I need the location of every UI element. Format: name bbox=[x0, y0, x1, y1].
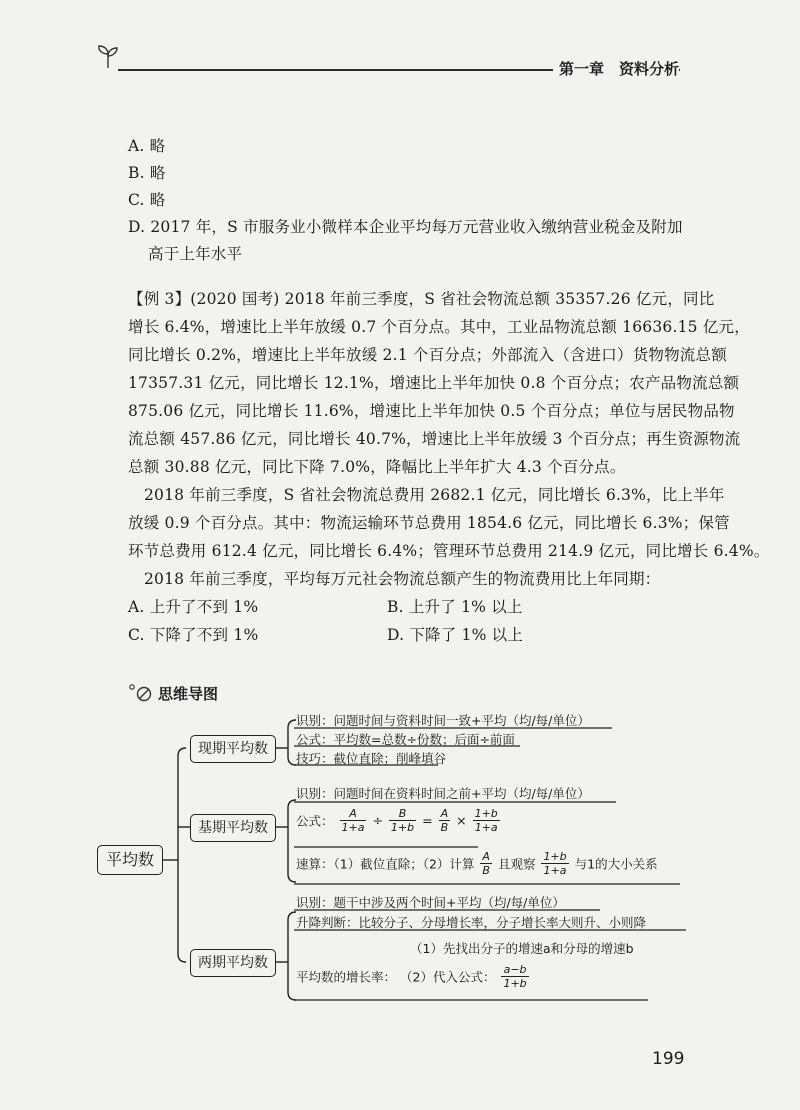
frac-den: 1+a bbox=[543, 864, 567, 877]
paragraph-line: 【例 3】(2020 国考) 2018 年前三季度，S 省社会物流总额 35357.26 亿元，同比 bbox=[128, 290, 715, 308]
base-formula-label: 公式： bbox=[296, 813, 334, 829]
frac-num: A bbox=[480, 850, 492, 864]
frac-den: 1+a bbox=[341, 821, 365, 834]
frac-num: A bbox=[340, 807, 367, 821]
fraction-a-over-1a bbox=[340, 807, 367, 834]
frac-den: B bbox=[440, 821, 449, 834]
fraction-growth bbox=[501, 963, 528, 990]
node-base-average: 基期平均数 bbox=[190, 814, 276, 842]
paragraph-line: 875.06 亿元，同比增长 11.6%，增速比上半年加快 0.5 个百分点；单位与居民物品物 bbox=[128, 402, 735, 420]
paragraph-line: 环节总费用 612.4 亿元，同比增长 6.4%；管理环节总费用 214.9 亿元，同比增长 6.4%。 bbox=[128, 542, 770, 560]
fraction-a-over-b bbox=[480, 850, 492, 877]
chapter-title: 第一章 资料分析 bbox=[553, 58, 679, 79]
frac-num: 1+b bbox=[474, 807, 498, 820]
paragraph-line: 同比增长 0.2%，增速比上半年放缓 2.1 个百分点；外部流入（含进口）货物物流总额 bbox=[128, 346, 727, 364]
answer-b: B. 上升了 1% 以上 bbox=[387, 598, 523, 616]
frac-den: 1+a bbox=[474, 821, 498, 834]
calc-suffix: 与1的大小关系 bbox=[574, 856, 658, 872]
two-rate bbox=[296, 963, 531, 990]
node-current-average: 现期平均数 bbox=[190, 735, 276, 763]
frac-num: a−b bbox=[501, 963, 528, 977]
paragraph-line: 17357.31 亿元，同比增长 12.1%，增速比上半年加快 0.8 个百分点；农产品物流总额 bbox=[128, 374, 740, 392]
equals-sign: = bbox=[422, 813, 433, 828]
fraction-1b-over-1a bbox=[541, 850, 568, 877]
option-d-cont: 高于上年水平 bbox=[148, 245, 243, 263]
two-identify: 识别：题干中涉及两个时间+平均（均/每/单位） bbox=[296, 895, 565, 910]
times-sign: × bbox=[456, 813, 467, 828]
frac-den: 1+b bbox=[390, 821, 415, 834]
option-c: C. 略 bbox=[128, 191, 166, 209]
frac-num: A bbox=[439, 807, 451, 821]
base-quick-calc bbox=[296, 850, 658, 877]
frac-num: 1+b bbox=[543, 850, 567, 863]
paragraph-line: 流总额 457.86 亿元，同比增长 40.7%，增速比上半年放缓 3 个百分点；再生资源物流 bbox=[128, 430, 741, 448]
base-formula bbox=[296, 807, 502, 834]
answer-c: C. 下降了不到 1% bbox=[128, 626, 259, 644]
div-sign: ÷ bbox=[372, 813, 383, 828]
calc-prefix: 速算：（1）截位直除；（2）计算 bbox=[296, 856, 475, 872]
calc-mid: 且观察 bbox=[497, 856, 536, 872]
root-node: 平均数 bbox=[97, 845, 163, 875]
rate-label: 平均数的增长率： bbox=[296, 969, 397, 985]
option-d: D. 2017 年，S 市服务业小微样本企业平均每万元营业收入缴纳营业税金及附加 bbox=[128, 218, 683, 236]
question-stem: 2018 年前三季度，平均每万元社会物流总额产生的物流费用比上年同期： bbox=[144, 570, 661, 588]
answer-d: D. 下降了 1% 以上 bbox=[387, 626, 524, 644]
paragraph-line: 2018 年前三季度，S 省社会物流总费用 2682.1 亿元，同比增长 6.3%，比上半年 bbox=[144, 486, 725, 504]
current-identify: 识别：问题时间与资料时间一致+平均（均/每/单位） bbox=[296, 713, 590, 728]
paragraph-line: 增长 6.4%，增速比上半年放缓 0.7 个百分点。其中，工业品物流总额 16636.15 亿元， bbox=[128, 318, 750, 336]
current-technique: 技巧：截位直除；削峰填谷 bbox=[296, 751, 447, 766]
base-identify: 识别：问题时间在资料时间之前+平均（均/每/单位） bbox=[296, 786, 590, 801]
option-a: A. 略 bbox=[128, 137, 166, 155]
paragraph-line: 放缓 0.9 个百分点。其中：物流运输环节总费用 1854.6 亿元，同比增长 6.3%；保管 bbox=[128, 514, 730, 532]
paragraph-line: 总额 30.88 亿元，同比下降 7.0%，降幅比上半年扩大 4.3 个百分点。 bbox=[128, 458, 626, 476]
fraction-b-over-1b bbox=[389, 807, 416, 834]
fraction-1b-over-1a bbox=[473, 807, 500, 834]
page-number: 199 bbox=[652, 1049, 685, 1069]
current-formula: 公式：平均数=总数÷份数；后面÷前面 bbox=[296, 732, 515, 747]
node-two-period-average: 两期平均数 bbox=[190, 949, 276, 977]
two-step1: （1）先找出分子的增速a和分母的增速b bbox=[410, 941, 634, 956]
frac-den: 1+b bbox=[503, 977, 527, 990]
option-b: B. 略 bbox=[128, 164, 166, 182]
answer-a: A. 上升了不到 1% bbox=[128, 598, 259, 616]
rate-step2: （2）代入公式： bbox=[400, 969, 496, 985]
fraction-a-over-b bbox=[439, 807, 451, 834]
two-judge: 升降判断：比较分子、分母增长率，分子增长率大则升、小则降 bbox=[296, 915, 647, 930]
frac-num: B bbox=[389, 807, 416, 821]
frac-den: B bbox=[482, 864, 490, 877]
mindmap-title: 思维导图 bbox=[158, 685, 219, 703]
